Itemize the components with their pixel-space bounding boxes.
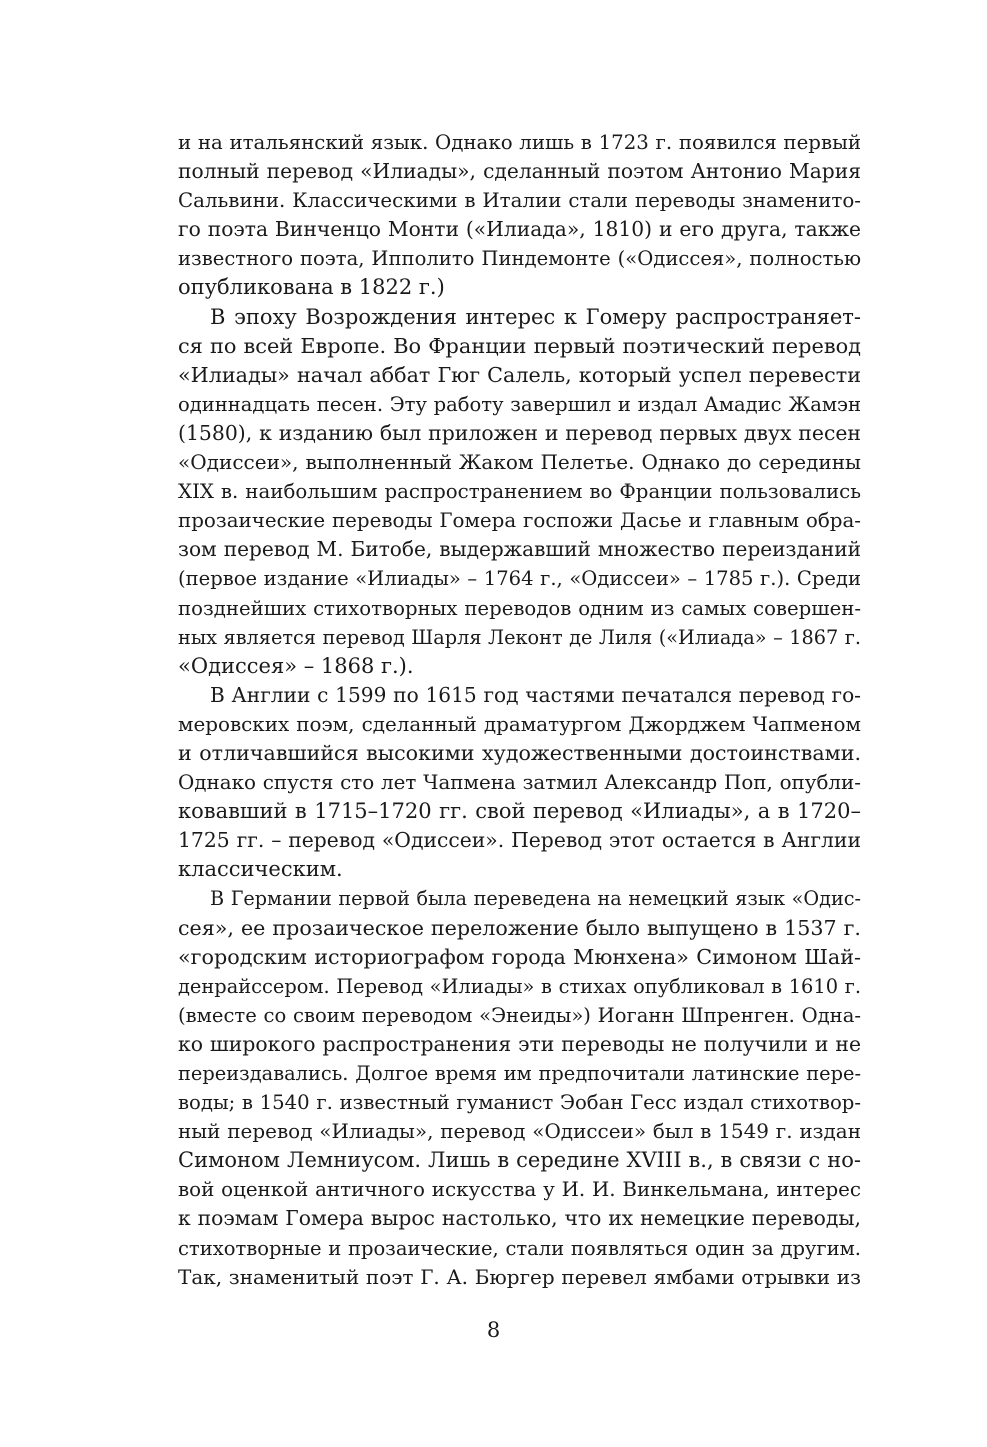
text-line: (вместе со своим переводом «Энеиды») Иоганн Шпренген. Одна- xyxy=(178,1003,861,1027)
text-line: опубликована в 1822 г.) xyxy=(178,275,445,300)
text-line: Симоном Лемниусом. Лишь в середине XVIII в., в связи с но- xyxy=(178,1148,861,1173)
text-line: прозаические переводы Гомера госпожи Дасье и главным обра- xyxy=(178,509,861,533)
text-line: известного поэта, Ипполито Пиндемонте («Одиссея», полностью xyxy=(178,247,861,271)
text-line: полный перевод «Илиады», сделанный поэтом Антонио Мария xyxy=(178,159,861,184)
text-line: ковавший в 1715–1720 гг. свой перевод «Илиады», а в 1720– xyxy=(178,799,861,824)
text-line: и на итальянский язык. Однако лишь в 1723 г. появился первый xyxy=(178,131,861,154)
text-line: го поэта Винченцо Монти («Илиада», 1810) и его друга, также xyxy=(178,217,861,242)
paragraph xyxy=(178,128,861,303)
text-line: вой оценкой античного искусства у И. И. Винкельмана, интерес xyxy=(178,1178,861,1202)
text-line: ных является перевод Шарля Леконт де Лиля («Илиада» – 1867 г. xyxy=(178,625,861,649)
text-line: зом перевод М. Битобе, выдержавший множество переизданий xyxy=(178,537,861,562)
text-line: к поэмам Гомера вырос настолько, что их немецкие переводы, xyxy=(178,1206,861,1231)
text-line: (первое издание «Илиады» – 1764 г., «Одиссеи» – 1785 г.). Среди xyxy=(178,567,861,591)
text-line: В эпоху Возрождения интерес к Гомеру распространяет- xyxy=(210,304,861,329)
text-line: (1580), к изданию был приложен и перевод первых двух песен xyxy=(178,420,861,445)
text-line: и отличавшийся высокими художественными достоинствами. xyxy=(178,740,861,765)
text-line: переиздавались. Долгое время им предпочитали латинские пере- xyxy=(178,1062,861,1085)
text-line: «Илиады» начал аббат Гюг Салель, который успел перевести xyxy=(178,362,861,387)
text-line: ко широкого распространения эти переводы не получили и не xyxy=(178,1031,861,1056)
text-line: Сальвини. Классическими в Италии стали переводы знаменито- xyxy=(178,189,861,213)
text-line: ный перевод «Илиады», перевод «Одиссеи» был в 1549 г. издан xyxy=(178,1119,861,1144)
page-number: 8 xyxy=(486,1318,501,1342)
text-line: ся по всей Европе. Во Франции первый поэтический перевод xyxy=(178,333,861,358)
text-line: воды; в 1540 г. известный гуманист Эобан Гесс издал стихотвор- xyxy=(178,1091,861,1115)
text-line: сея», ее прозаическое переложение было выпущено в 1537 г. xyxy=(178,915,861,940)
text-line: Однако спустя сто лет Чапмена затмил Александр Поп, опубли- xyxy=(178,771,861,795)
paragraph xyxy=(178,303,861,681)
text-line: 1725 гг. – перевод «Одиссеи». Перевод этот остается в Англии xyxy=(178,828,861,853)
paragraph xyxy=(178,681,861,885)
text-line: одиннадцать песен. Эту работу завершил и издал Амадис Жамэн xyxy=(178,392,861,416)
text-line: «Одиссея» – 1868 г.). xyxy=(178,653,414,678)
text-line: В Англии с 1599 по 1615 год частями печатался перевод го- xyxy=(210,682,861,707)
text-line: В Германии первой была переведена на немецкий язык «Одис- xyxy=(210,887,861,911)
body-text xyxy=(178,128,861,1292)
text-line: классическим. xyxy=(178,857,343,882)
text-line: позднейших стихотворных переводов одним из самых совершен- xyxy=(178,596,861,620)
text-line: XIX в. наибольшим распространением во Франции пользовались xyxy=(178,480,861,504)
text-line: «Одиссеи», выполненный Жаком Пелетье. Однако до середины xyxy=(178,450,861,475)
text-line: меровских поэм, сделанный драматургом Джорджем Чапменом xyxy=(178,712,861,736)
text-line: «городским историографом города Мюнхена» Симоном Шай- xyxy=(178,944,861,969)
paragraph xyxy=(178,884,861,1291)
text-line: Так, знаменитый поэт Г. А. Бюргер перевел ямбами отрывки из xyxy=(178,1264,861,1289)
text-line: денрайссером. Перевод «Илиады» в стихах опубликовал в 1610 г. xyxy=(178,974,861,998)
text-line: стихотворные и прозаические, стали появляться один за другим. xyxy=(178,1236,861,1260)
